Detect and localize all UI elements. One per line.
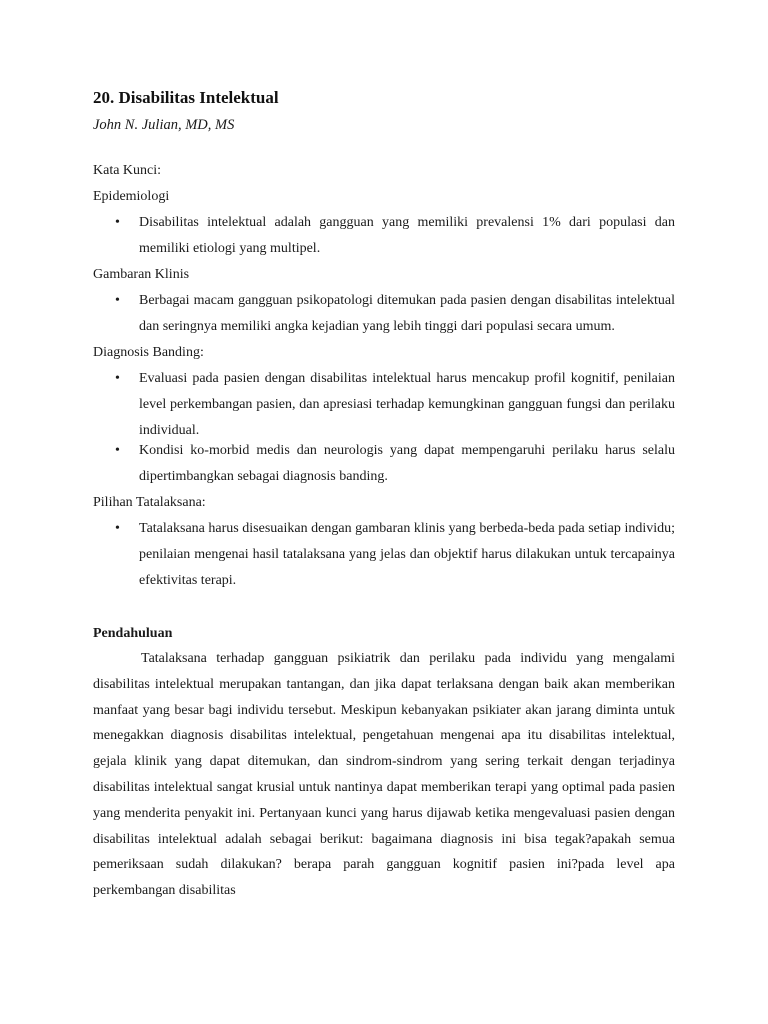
- author-line: John N. Julian, MD, MS: [93, 117, 235, 133]
- document-title: 20. Disabilitas Intelektual: [93, 88, 279, 107]
- bullet-text: Evaluasi pada pasien dengan disabilitas intelektual harus mencakup profil kognitif, penilaian level perkembangan pasien, dan apresiasi terhadap kemungkinan gangguan fungsi dan perilaku individual.: [139, 371, 675, 438]
- list-item: [93, 210, 675, 262]
- bullet-icon: •: [115, 371, 120, 386]
- bullet-icon: •: [115, 443, 120, 458]
- bullet-text: Kondisi ko-morbid medis dan neurologis yang dapat mempengaruhi perilaku harus selalu dipertimbangkan sebagai diagnosis banding.: [139, 443, 675, 484]
- section-label-diagnosis-banding: Diagnosis Banding:: [93, 345, 204, 360]
- list-item: [93, 516, 675, 594]
- bullet-icon: •: [115, 215, 120, 230]
- bullet-list-gambaran-klinis: [93, 288, 675, 340]
- document-page: [93, 86, 675, 904]
- section-heading-pendahuluan: Pendahuluan: [93, 626, 173, 641]
- bullet-icon: •: [115, 293, 120, 308]
- section-label-gambaran-klinis: Gambaran Klinis: [93, 267, 190, 282]
- bullet-list-epidemiologi: [93, 210, 675, 262]
- list-item: [93, 288, 675, 340]
- list-item: [93, 438, 675, 490]
- body-paragraph: Tatalaksana terhadap gangguan psikiatrik dan perilaku pada individu yang mengalami disabilitas intelektual merupakan tantangan, dan jika dapat terlaksana dengan baik akan memberikan manfaat yang besar bagi individu tersebut. Meskipun kebanyakan psikiater akan jarang diminta untuk menegakkan diagnosis disabilitas intelektual, pengetahuan mengenai apa itu disabilitas intelektual, gejala klinik yang dapat ditemukan, dan sindrom-sindrom yang sering terkait dengan terjadinya disabilitas intelektual sangat krusial untuk nantinya dapat memberikan terapi yang optimal pada pasien yang menderita penyakit ini. Pertanyaan kunci yang harus dijawab ketika mengevaluasi pasien dengan disabilitas intelektual adalah sebagai berikut: bagaimana diagnosis ini bisa tegak?apakah semua pemeriksaan sudah dilakukan? berapa parah gangguan kognitif pasien ini?pada level apa perkembangan disabilitas: [93, 651, 675, 899]
- bullet-icon: •: [115, 521, 120, 536]
- bullet-list-diagnosis-banding: [93, 366, 675, 490]
- bullet-text: Berbagai macam gangguan psikopatologi ditemukan pada pasien dengan disabilitas intelektual dan seringnya memiliki angka kejadian yang lebih tinggi dari populasi secara umum.: [139, 293, 675, 334]
- bullet-text: Disabilitas intelektual adalah gangguan yang memiliki prevalensi 1% dari populasi dan memiliki etiologi yang multipel.: [139, 215, 675, 256]
- section-label-pilihan-tatalaksana: Pilihan Tatalaksana:: [93, 495, 206, 510]
- section-label-epidemiologi: Epidemiologi: [93, 189, 170, 204]
- bullet-list-pilihan-tatalaksana: [93, 516, 675, 594]
- list-item: [93, 366, 675, 444]
- bullet-text: Tatalaksana harus disesuaikan dengan gambaran klinis yang berbeda-beda pada setiap individu; penilaian mengenai hasil tatalaksana yang jelas dan objektif harus dilakukan untuk tercapainya efektivitas terapi.: [139, 521, 675, 588]
- keywords-label: Kata Kunci:: [93, 163, 162, 178]
